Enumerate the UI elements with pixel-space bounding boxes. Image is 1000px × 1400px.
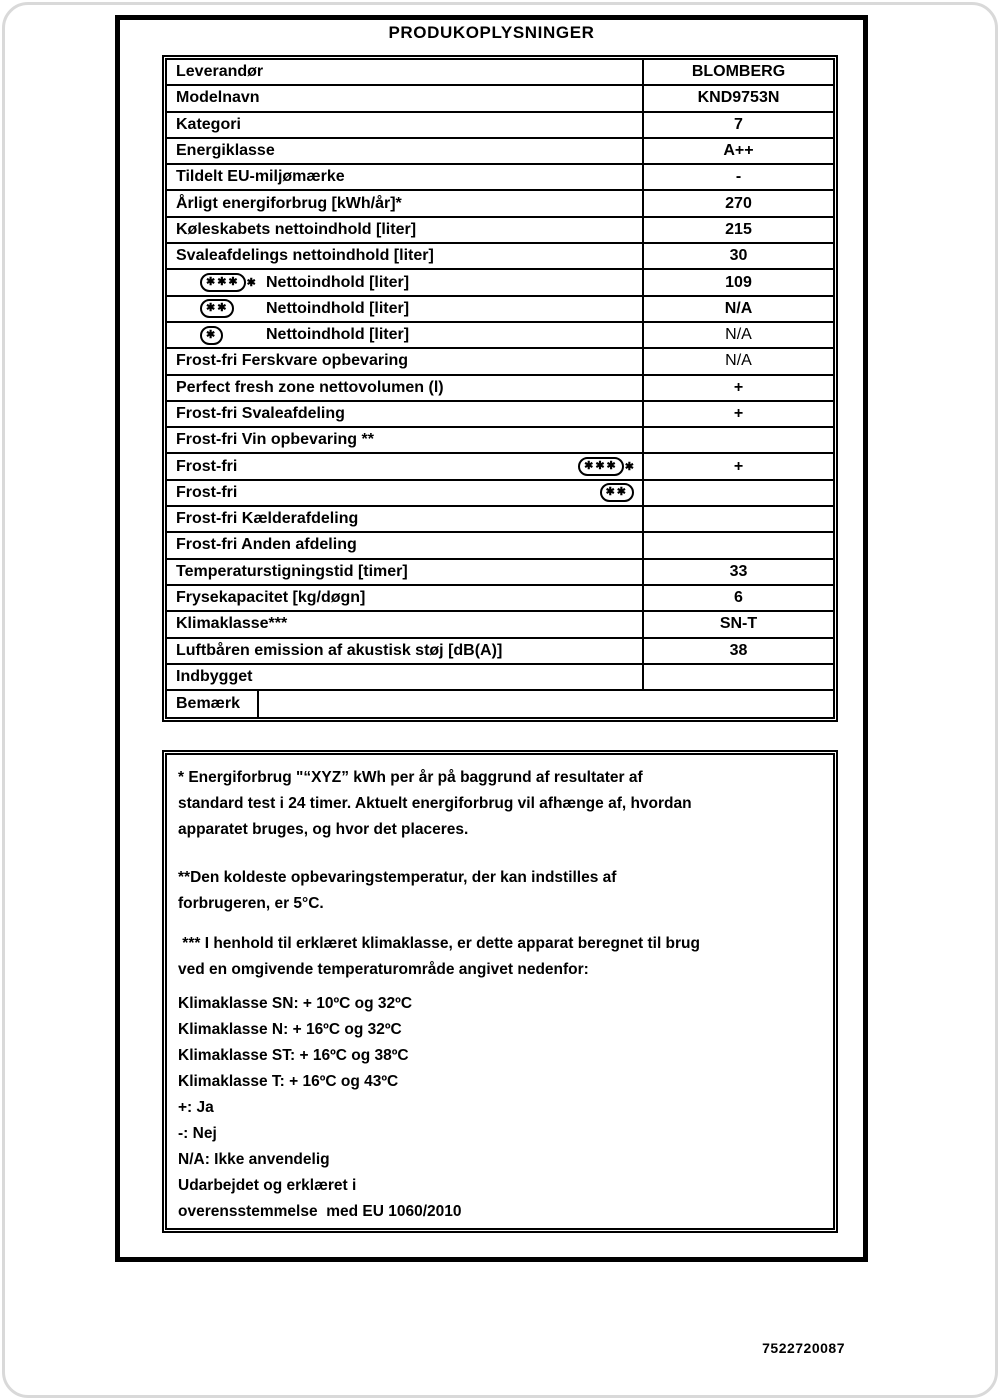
table-cell-value: + [642,402,833,426]
paragraph-gap [178,983,822,991]
table-row [167,60,833,86]
table-label-text: Klimaklasse*** [176,615,288,633]
table-label-text: Kategori [176,115,241,133]
table-cell-value: N/A [642,297,833,321]
table-label-text: Luftbåren emission af akustisk støj [dB(A)] [176,641,503,659]
table-cell-value [642,481,833,505]
table-label-text: Årligt energiforbrug [kWh/år]* [176,194,402,212]
table-cell-label [167,218,642,242]
table-row [167,612,833,638]
table-row [167,218,833,244]
table-cell-label [167,639,642,663]
star-box-icon: ✱✱ [200,299,234,318]
table-cell-value: - [642,165,833,189]
table-label-text: Energiklasse [176,142,275,160]
table-label-text: Frost-fri Kælderafdeling [176,510,359,528]
table-row [167,349,833,375]
table-label-text: Frost-fri [176,457,238,475]
table-row [167,691,833,717]
star-box-icon: ✱✱✱ [578,457,624,476]
note-line: N/A: Ikke anvendelig [178,1151,330,1168]
table-cell-label [167,612,642,636]
table-cell-value: 109 [642,270,833,294]
star-outside-icon: ✱ [246,277,256,290]
table-row [167,86,833,112]
table-label-text: Frost-fri Vin opbevaring ** [176,431,374,449]
table-label-text: Nettoindhold [liter] [266,326,410,344]
table-cell-value [642,533,833,557]
table-row [167,297,833,323]
table-label-text: Temperaturstigningstid [timer] [176,562,408,580]
table-label-text: Nettoindhold [liter] [266,299,410,317]
table-cell-value: BLOMBERG [642,60,833,84]
table-label-text: Leverandør [176,63,264,81]
table-cell-label [167,533,642,557]
table-row [167,244,833,270]
freezer-stars-icon [600,483,634,502]
table-cell-value: 33 [642,560,833,584]
table-cell-value [642,507,833,531]
table-row [167,270,833,296]
note-line: standard test i 24 timer. Aktuelt energiforbrug vil afhænge af, hvordan [178,795,692,812]
freezer-stars-icon [200,299,266,318]
note-line: overensstemmelse med EU 1060/2010 [178,1203,462,1220]
table-cell-label [167,428,642,452]
freezer-stars-icon [200,326,266,345]
table-row [167,191,833,217]
table-row [167,560,833,586]
table-row [167,665,833,691]
table-cell-value: 270 [642,191,833,215]
note-line: Klimaklasse N: + 16ºC og 32ºC [178,1021,402,1038]
table-row [167,533,833,559]
table-label-text: Frysekapacitet [kg/døgn] [176,589,366,607]
table-row [167,507,833,533]
table-cell-value: N/A [642,349,833,373]
table-cell-value: KND9753N [642,86,833,110]
table-label-text: Frost-fri Anden afdeling [176,536,357,554]
table-cell-value: N/A [642,323,833,347]
paragraph-gap [178,917,822,931]
table-cell-label [167,560,642,584]
table-label-text: Køleskabets nettoindhold [liter] [176,220,417,238]
star-box-icon: ✱ [200,326,223,345]
note-line: Klimaklasse T: + 16ºC og 43ºC [178,1073,399,1090]
table-row [167,323,833,349]
table-cell-value: 6 [642,586,833,610]
table-cell-label [167,665,642,689]
star-box-icon: ✱✱ [600,483,634,502]
note-line: -: Nej [178,1125,217,1142]
table-cell-label [167,270,642,294]
remark-value-area [259,691,833,717]
note-line: Klimaklasse ST: + 16ºC og 38ºC [178,1047,409,1064]
table-cell-label [167,586,642,610]
table-label-text: Perfect fresh zone nettovolumen (l) [176,378,444,396]
table-cell-label [167,165,642,189]
table-label-text: Frost-fri Ferskvare opbevaring [176,352,409,370]
table-row [167,165,833,191]
table-cell-label [167,139,642,163]
table-cell-label [167,402,642,426]
paragraph-gap [178,843,822,865]
table-cell-value: 215 [642,218,833,242]
star-box-icon: ✱✱✱ [200,273,246,292]
note-line: Udarbejdet og erklæret i [178,1177,357,1194]
table-cell-label [167,349,642,373]
product-info-table [162,55,838,722]
table-row [167,428,833,454]
note-line: **Den koldeste opbevaringstemperatur, der kan indstilles af [178,869,617,886]
table-label-text: Tildelt EU-miljømærke [176,168,345,186]
table-row [167,376,833,402]
table-row [167,402,833,428]
table-cell-label [167,86,642,110]
note-line: ved en omgivende temperaturområde angivet nedenfor: [178,961,589,978]
table-cell-label [167,244,642,268]
note-line: * Energiforbrug "“XYZ” kWh per år på baggrund af resultater af [178,769,643,786]
footnotes-box [162,750,838,1233]
table-cell-value: + [642,454,833,478]
table-cell-label [167,113,642,137]
table-row [167,139,833,165]
table-cell-value: 7 [642,113,833,137]
table-row [167,639,833,665]
table-cell-label [167,191,642,215]
table-cell-value [642,665,833,689]
table-cell-label [167,376,642,400]
star-outside-icon: ✱ [624,461,634,474]
note-line: +: Ja [178,1099,214,1116]
table-label-text: Frost-fri [176,483,238,501]
table-cell-label [167,454,642,478]
table-cell-label [167,297,642,321]
table-cell-value: 38 [642,639,833,663]
note-line: forbrugeren, er 5°C. [178,895,324,912]
page-title: PRODUKOPLYSNINGER [388,23,595,42]
note-line: apparatet bruges, og hvor det placeres. [178,821,469,838]
table-cell-label [167,323,642,347]
table-label-text: Svaleafdelings nettoindhold [liter] [176,247,434,265]
table-row [167,454,833,480]
document-number: 7522720087 [762,1340,845,1356]
table-label-text: Nettoindhold [liter] [266,273,410,291]
freezer-stars-icon [578,457,634,476]
table-label-text: Indbygget [176,667,253,685]
freezer-stars-icon [200,273,266,292]
table-cell-value: 30 [642,244,833,268]
table-cell-value: SN-T [642,612,833,636]
note-line: *** I henhold til erklæret klimaklasse, er dette apparat beregnet til brug [178,935,700,952]
table-cell-label [167,60,642,84]
table-cell-label [167,507,642,531]
table-cell-value: + [642,376,833,400]
table-cell-label [167,481,642,505]
table-label-text: Frost-fri Svaleafdeling [176,405,345,422]
note-line: Klimaklasse SN: + 10ºC og 32ºC [178,995,413,1012]
remark-label: Bemærk [167,691,259,717]
table-label-text: Modelnavn [176,89,260,107]
table-row [167,481,833,507]
table-cell-value [642,428,833,452]
table-row [167,586,833,612]
table-cell-value: A++ [642,139,833,163]
table-row [167,113,833,139]
